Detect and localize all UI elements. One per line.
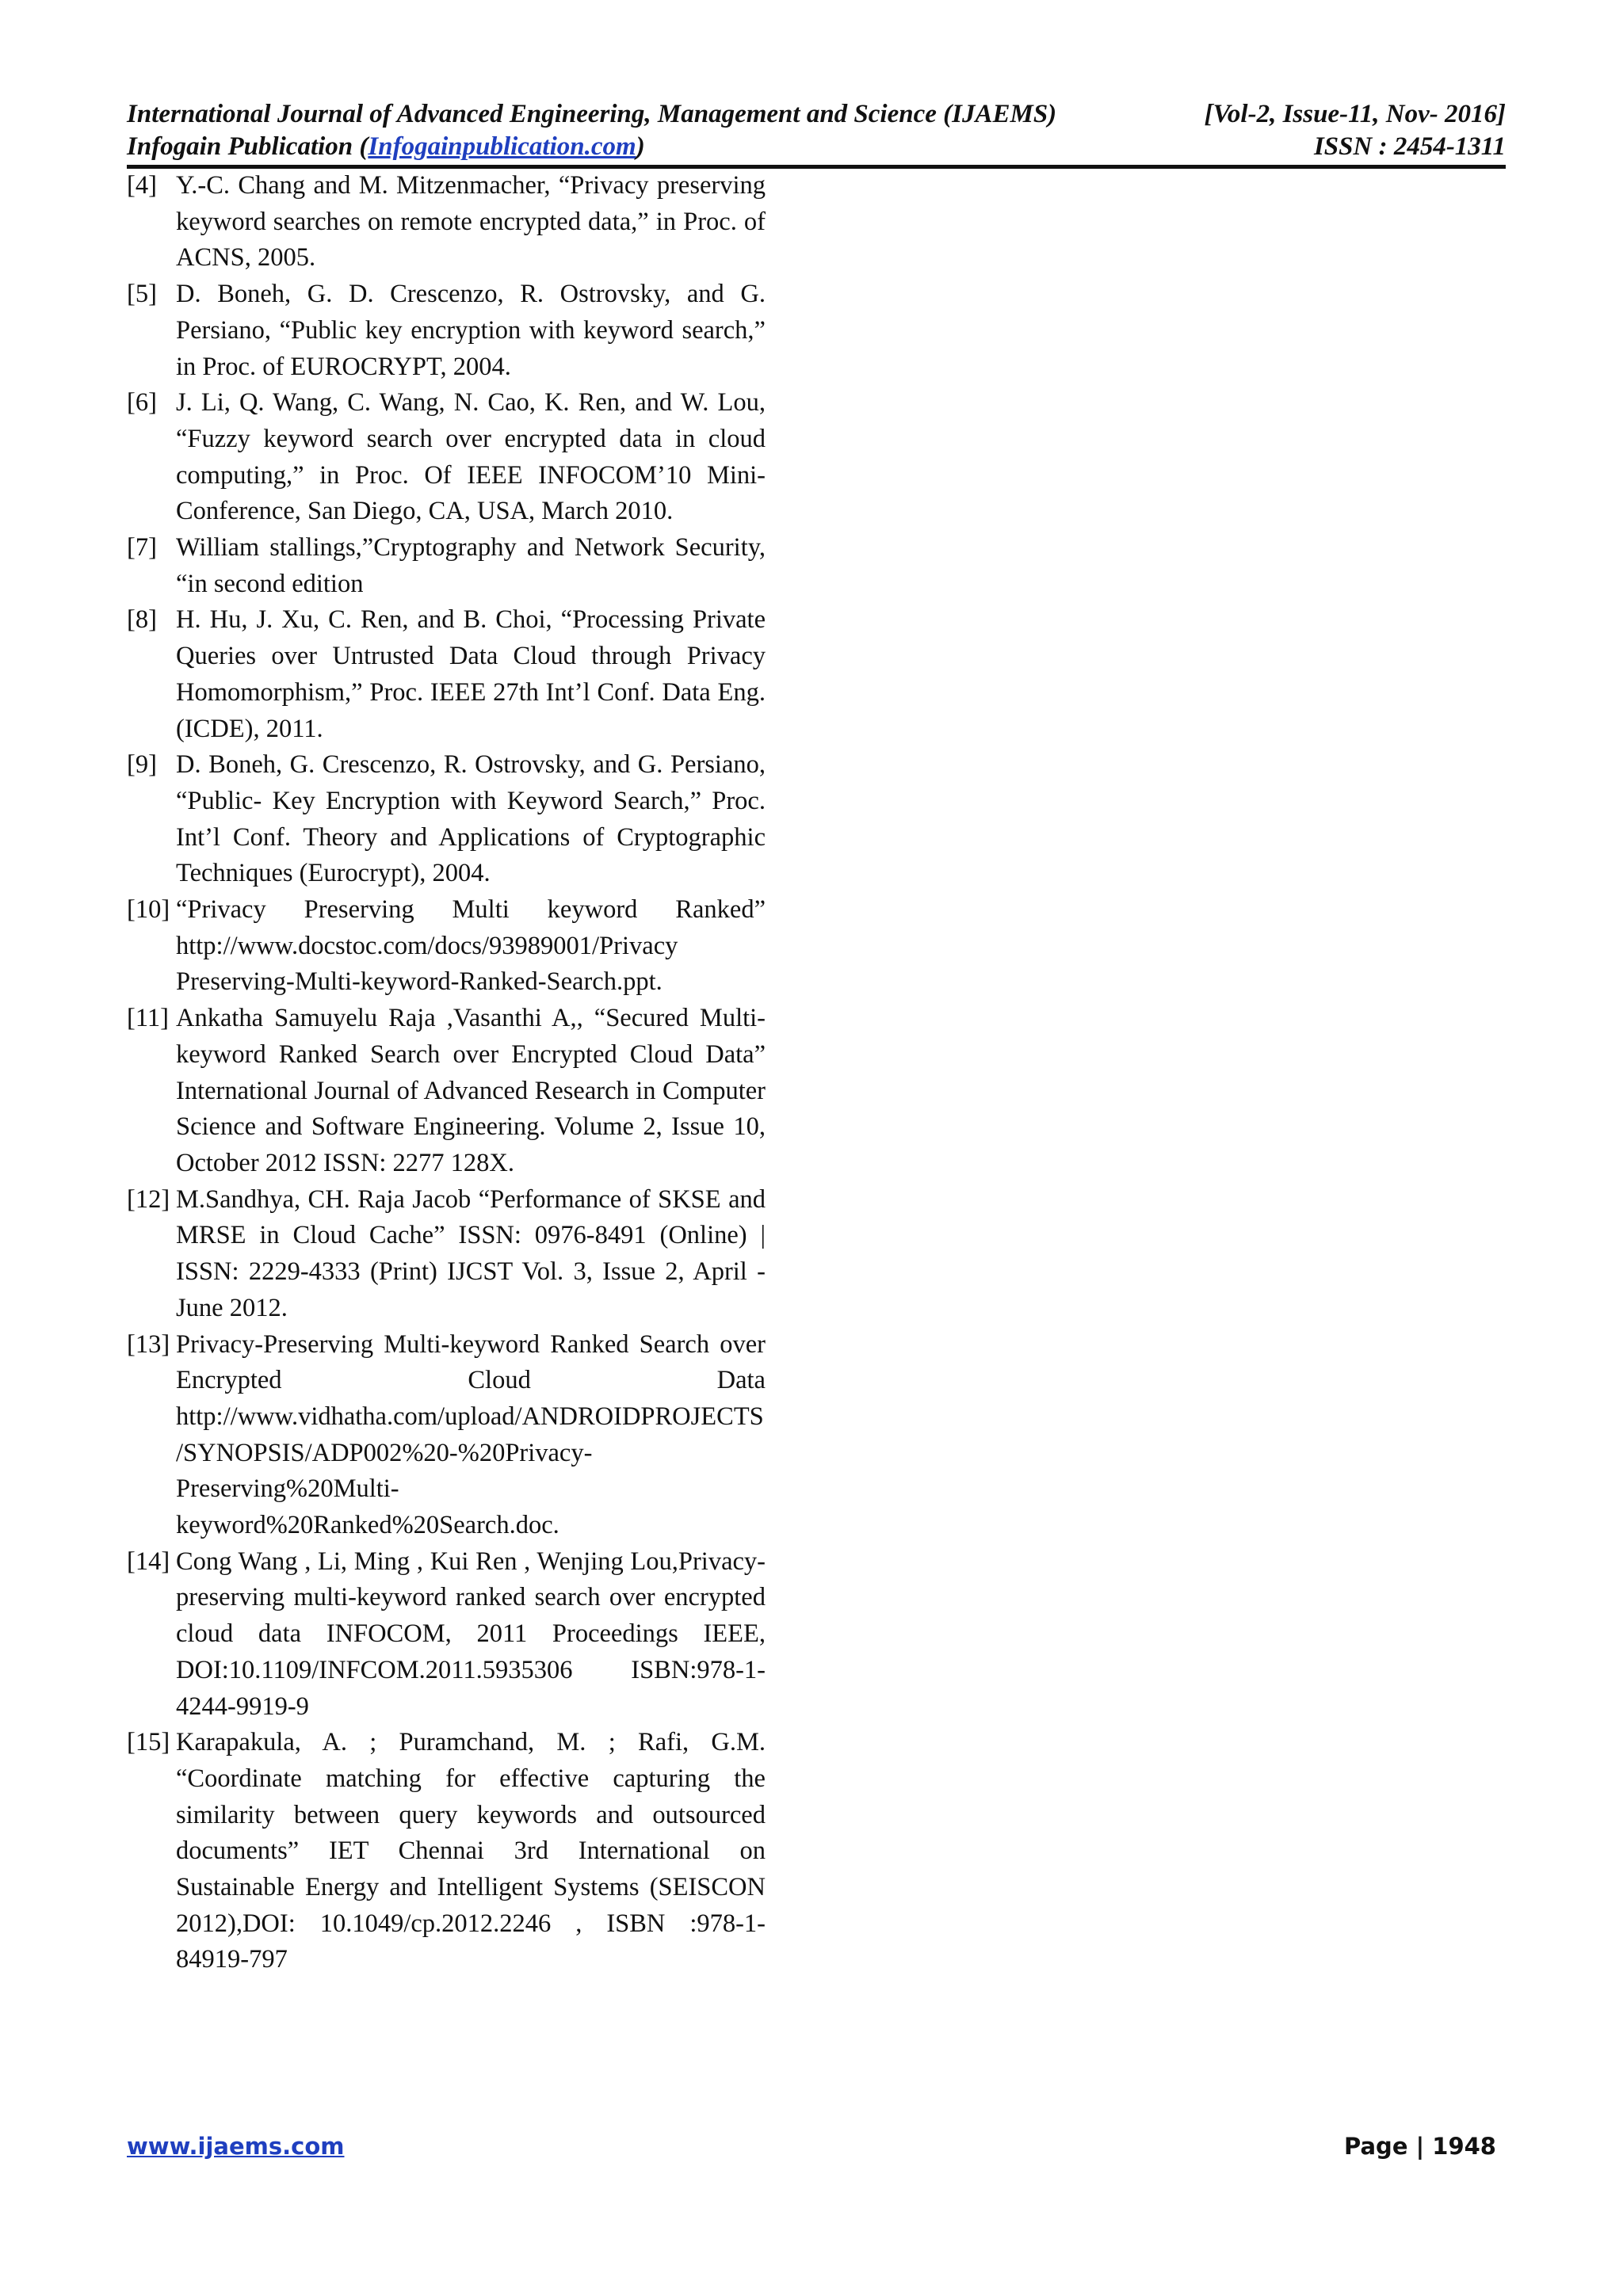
reference-text: Y.-C. Chang and M. Mitzenmacher, “Privacy preserving keyword searches on remote encrypted data,” in Proc. of ACNS, 2005. (176, 171, 766, 273)
reference-number: [13] (127, 1329, 170, 1359)
reference-item (127, 168, 766, 277)
reference-item (127, 892, 766, 1001)
website-link[interactable]: www.ijaems.com (127, 2133, 345, 2160)
reference-text: Karapakula, A. ; Puramchand, M. ; Rafi, G.M. “Coordinate matching for effective capturing the similarity between query keywords and outsourced documents” IET Chennai 3rd International on Sustainable Energy and Intelligent Systems (SEISCON 2012),DOI: 10.1049/cp.2012.2246 , ISBN :978-1-84919-797 (176, 1728, 766, 1974)
reference-item (127, 747, 766, 892)
reference-number: [4] (127, 171, 157, 200)
reference-item (127, 385, 766, 530)
reference-number: [7] (127, 533, 157, 563)
publisher-prefix: Infogain Publication ( (127, 132, 369, 161)
reference-text: M.Sandhya, CH. Raja Jacob “Performance of SKSE and MRSE in Cloud Cache” ISSN: 0976-8491 (Online) | ISSN: 2229-4333 (Print) IJCST Vol. 3, Issue 2, April - June 2012. (176, 1184, 766, 1322)
reference-text: D. Boneh, G. Crescenzo, R. Ostrovsky, and G. Persiano, “Public- Key Encryption with Keyword Search,” Proc. Int’l Conf. Theory and Applications of Cryptographic Techniques (Eurocrypt), 2004. (176, 750, 766, 888)
reference-item (127, 530, 766, 602)
reference-number: [5] (127, 280, 157, 309)
reference-number: [11] (127, 1004, 169, 1033)
reference-item (127, 1182, 766, 1327)
reference-text: Ankatha Samuyelu Raja ,Vasanthi A,, “Secured Multi-keyword Ranked Search over Encrypted Cloud Data” International Journal of Advanced Research in Computer Science and Software Engineering. Volume 2, Issue 10, October 2012 ISSN: 2277 128X. (176, 1004, 766, 1177)
reference-number: [12] (127, 1184, 170, 1214)
reference-item (127, 1725, 766, 1978)
reference-item (127, 1001, 766, 1182)
reference-number: [14] (127, 1547, 170, 1576)
reference-item (127, 1327, 766, 1544)
reference-number: [6] (127, 388, 157, 418)
volume-issue: [Vol-2, Issue-11, Nov- 2016] (1204, 100, 1506, 128)
reference-text: Privacy-Preserving Multi-keyword Ranked Search over Encrypted Cloud Data http://www.vidhatha.com/upload/ANDROIDPROJECTS/SYNOPSIS/ADP002%20-%20Privacy-Preserving%20Multi-keyword%20Ranked%20Search.doc. (176, 1329, 766, 1540)
page-number: Page | 1948 (1344, 2133, 1496, 2160)
header-row-1 (127, 98, 1506, 131)
reference-number: [15] (127, 1728, 170, 1757)
reference-item (127, 602, 766, 747)
reference-item (127, 1544, 766, 1726)
reference-text: “Privacy Preserving Multi keyword Ranked” http://www.docstoc.com/docs/93989001/Privacy Preserving-Multi-keyword-Ranked-Search.ppt. (176, 895, 766, 997)
publisher-suffix: ) (636, 132, 645, 161)
journal-title: International Journal of Advanced Engineering, Management and Science (IJAEMS) (127, 100, 1057, 128)
reference-list (127, 168, 766, 1978)
reference-number: [10] (127, 895, 170, 925)
publisher (127, 131, 645, 163)
issn: ISSN : 2454-1311 (1313, 132, 1506, 161)
page-header (127, 98, 1506, 163)
reference-item (127, 277, 766, 385)
reference-text: Cong Wang , Li, Ming , Kui Ren , Wenjing Lou,Privacy-preserving multi-keyword ranked search over encrypted cloud data INFOCOM, 2011 Proceedings IEEE, DOI:10.1109/INFCOM.2011.5935306 ISBN:978-1-4244-9919-9 (176, 1547, 766, 1721)
header-row-2 (127, 131, 1506, 163)
reference-number: [9] (127, 750, 157, 780)
page-footer (127, 2133, 1496, 2160)
reference-text: D. Boneh, G. D. Crescenzo, R. Ostrovsky, and G. Persiano, “Public key encryption with keyword search,” in Proc. of EUROCRYPT, 2004. (176, 280, 766, 381)
reference-text: William stallings,”Cryptography and Network Security, “in second edition (176, 533, 766, 598)
reference-text: H. Hu, J. Xu, C. Ren, and B. Choi, “Processing Private Queries over Untrusted Data Cloud through Privacy Homomorphism,” Proc. IEEE 27th Int’l Conf. Data Eng. (ICDE), 2011. (176, 605, 766, 743)
reference-text: J. Li, Q. Wang, C. Wang, N. Cao, K. Ren, and W. Lou, “Fuzzy keyword search over encrypted data in cloud computing,” in Proc. Of IEEE INFOCOM’10 Mini-Conference, San Diego, CA, USA, March 2010. (176, 388, 766, 526)
reference-number: [8] (127, 605, 157, 635)
publisher-link[interactable]: Infogainpublication.com (368, 132, 636, 161)
